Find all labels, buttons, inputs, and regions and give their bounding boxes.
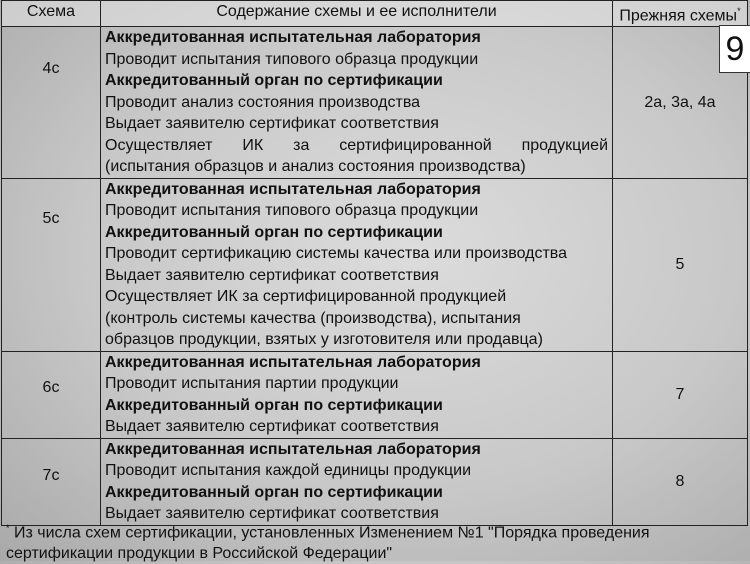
table-row bbox=[2, 178, 748, 351]
footnote-line-1: Из числа схем сертификации, установленных Изменением №1 "Порядка проведения bbox=[9, 524, 650, 542]
procedure-line: Выдает заявителю сертификат соответствия bbox=[105, 505, 439, 523]
certification-schemes-table bbox=[1, 0, 748, 526]
procedure-line: Осуществляет ИК за сертифицированной продукцией bbox=[105, 288, 507, 306]
procedure-line: Проводит испытания типового образца продукции bbox=[105, 50, 479, 68]
slide-number: 9 bbox=[719, 25, 750, 73]
previous-scheme-value: 5 bbox=[675, 256, 685, 274]
procedure-line: Проводит сертификацию системы качества или производства bbox=[105, 245, 568, 263]
procedure-line: (испытания образцов и анализ состояния производства) bbox=[105, 158, 526, 176]
table-row bbox=[2, 27, 748, 179]
performer-heading: Аккредитованная испытательная лаборатория bbox=[105, 180, 481, 198]
table-row bbox=[2, 438, 748, 525]
scheme-cell bbox=[2, 351, 101, 438]
previous-scheme-value: 7 bbox=[675, 386, 685, 404]
procedure-line: Проводит испытания типового образца продукции bbox=[105, 202, 479, 220]
footnote bbox=[6, 518, 746, 564]
header-content: Содержание схемы и ее исполнители bbox=[101, 1, 613, 27]
performer-heading: Аккредитованный орган по сертификации bbox=[105, 483, 443, 501]
scheme-code: 4с bbox=[42, 59, 60, 77]
procedure-line: образцов продукции, взятых у изготовителя или продавца) bbox=[105, 331, 543, 349]
content-cell bbox=[101, 178, 613, 351]
performer-heading: Аккредитованная испытательная лаборатория bbox=[105, 440, 481, 458]
procedure-line: Проводит испытания каждой единицы продукции bbox=[105, 462, 471, 480]
scheme-code: 6с bbox=[42, 379, 60, 397]
scheme-cell bbox=[2, 27, 101, 179]
content-cell bbox=[101, 27, 613, 179]
previous-scheme-value: 2а, 3а, 4а bbox=[644, 93, 716, 111]
table-row bbox=[2, 351, 748, 438]
performer-heading: Аккредитованный орган по сертификации bbox=[105, 72, 443, 90]
footnote-mark: * bbox=[6, 523, 10, 533]
previous-scheme-value: 8 bbox=[675, 473, 685, 491]
procedure-line: Проводит анализ состояния производства bbox=[105, 93, 421, 111]
footnote-line-2: сертификации продукции в Российской Федерации" bbox=[6, 545, 393, 563]
performer-heading: Аккредитованная испытательная лаборатория bbox=[105, 353, 481, 371]
procedure-line: Выдает заявителю сертификат соответствия bbox=[105, 266, 439, 284]
performer-heading: Аккредитованная испытательная лаборатория bbox=[105, 29, 481, 47]
procedure-line: Выдает заявителю сертификат соответствия bbox=[105, 115, 439, 133]
scheme-cell bbox=[2, 178, 101, 351]
table-header-row bbox=[2, 1, 748, 27]
scheme-code: 7с bbox=[42, 467, 60, 485]
performer-heading: Аккредитованный орган по сертификации bbox=[105, 396, 443, 414]
header-previous-label: Прежняя схемы bbox=[619, 7, 738, 25]
content-cell bbox=[101, 351, 613, 438]
header-scheme: Схема bbox=[2, 1, 101, 27]
performer-heading: Аккредитованный орган по сертификации bbox=[105, 223, 443, 241]
scheme-cell bbox=[2, 438, 101, 525]
procedure-line: (контроль системы качества (производства), испытания bbox=[105, 309, 521, 327]
previous-scheme-cell bbox=[613, 351, 748, 438]
previous-scheme-cell bbox=[613, 178, 748, 351]
procedure-line: Осуществляет ИК за сертифицированной продукцией bbox=[105, 136, 608, 154]
content-cell bbox=[101, 438, 613, 525]
procedure-line: Выдает заявителю сертификат соответствия bbox=[105, 418, 439, 436]
procedure-line: Проводит испытания партии продукции bbox=[105, 375, 399, 393]
header-asterisk: * bbox=[737, 6, 741, 16]
previous-scheme-cell bbox=[613, 438, 748, 525]
scheme-code: 5с bbox=[42, 210, 60, 228]
header-previous bbox=[613, 1, 748, 27]
